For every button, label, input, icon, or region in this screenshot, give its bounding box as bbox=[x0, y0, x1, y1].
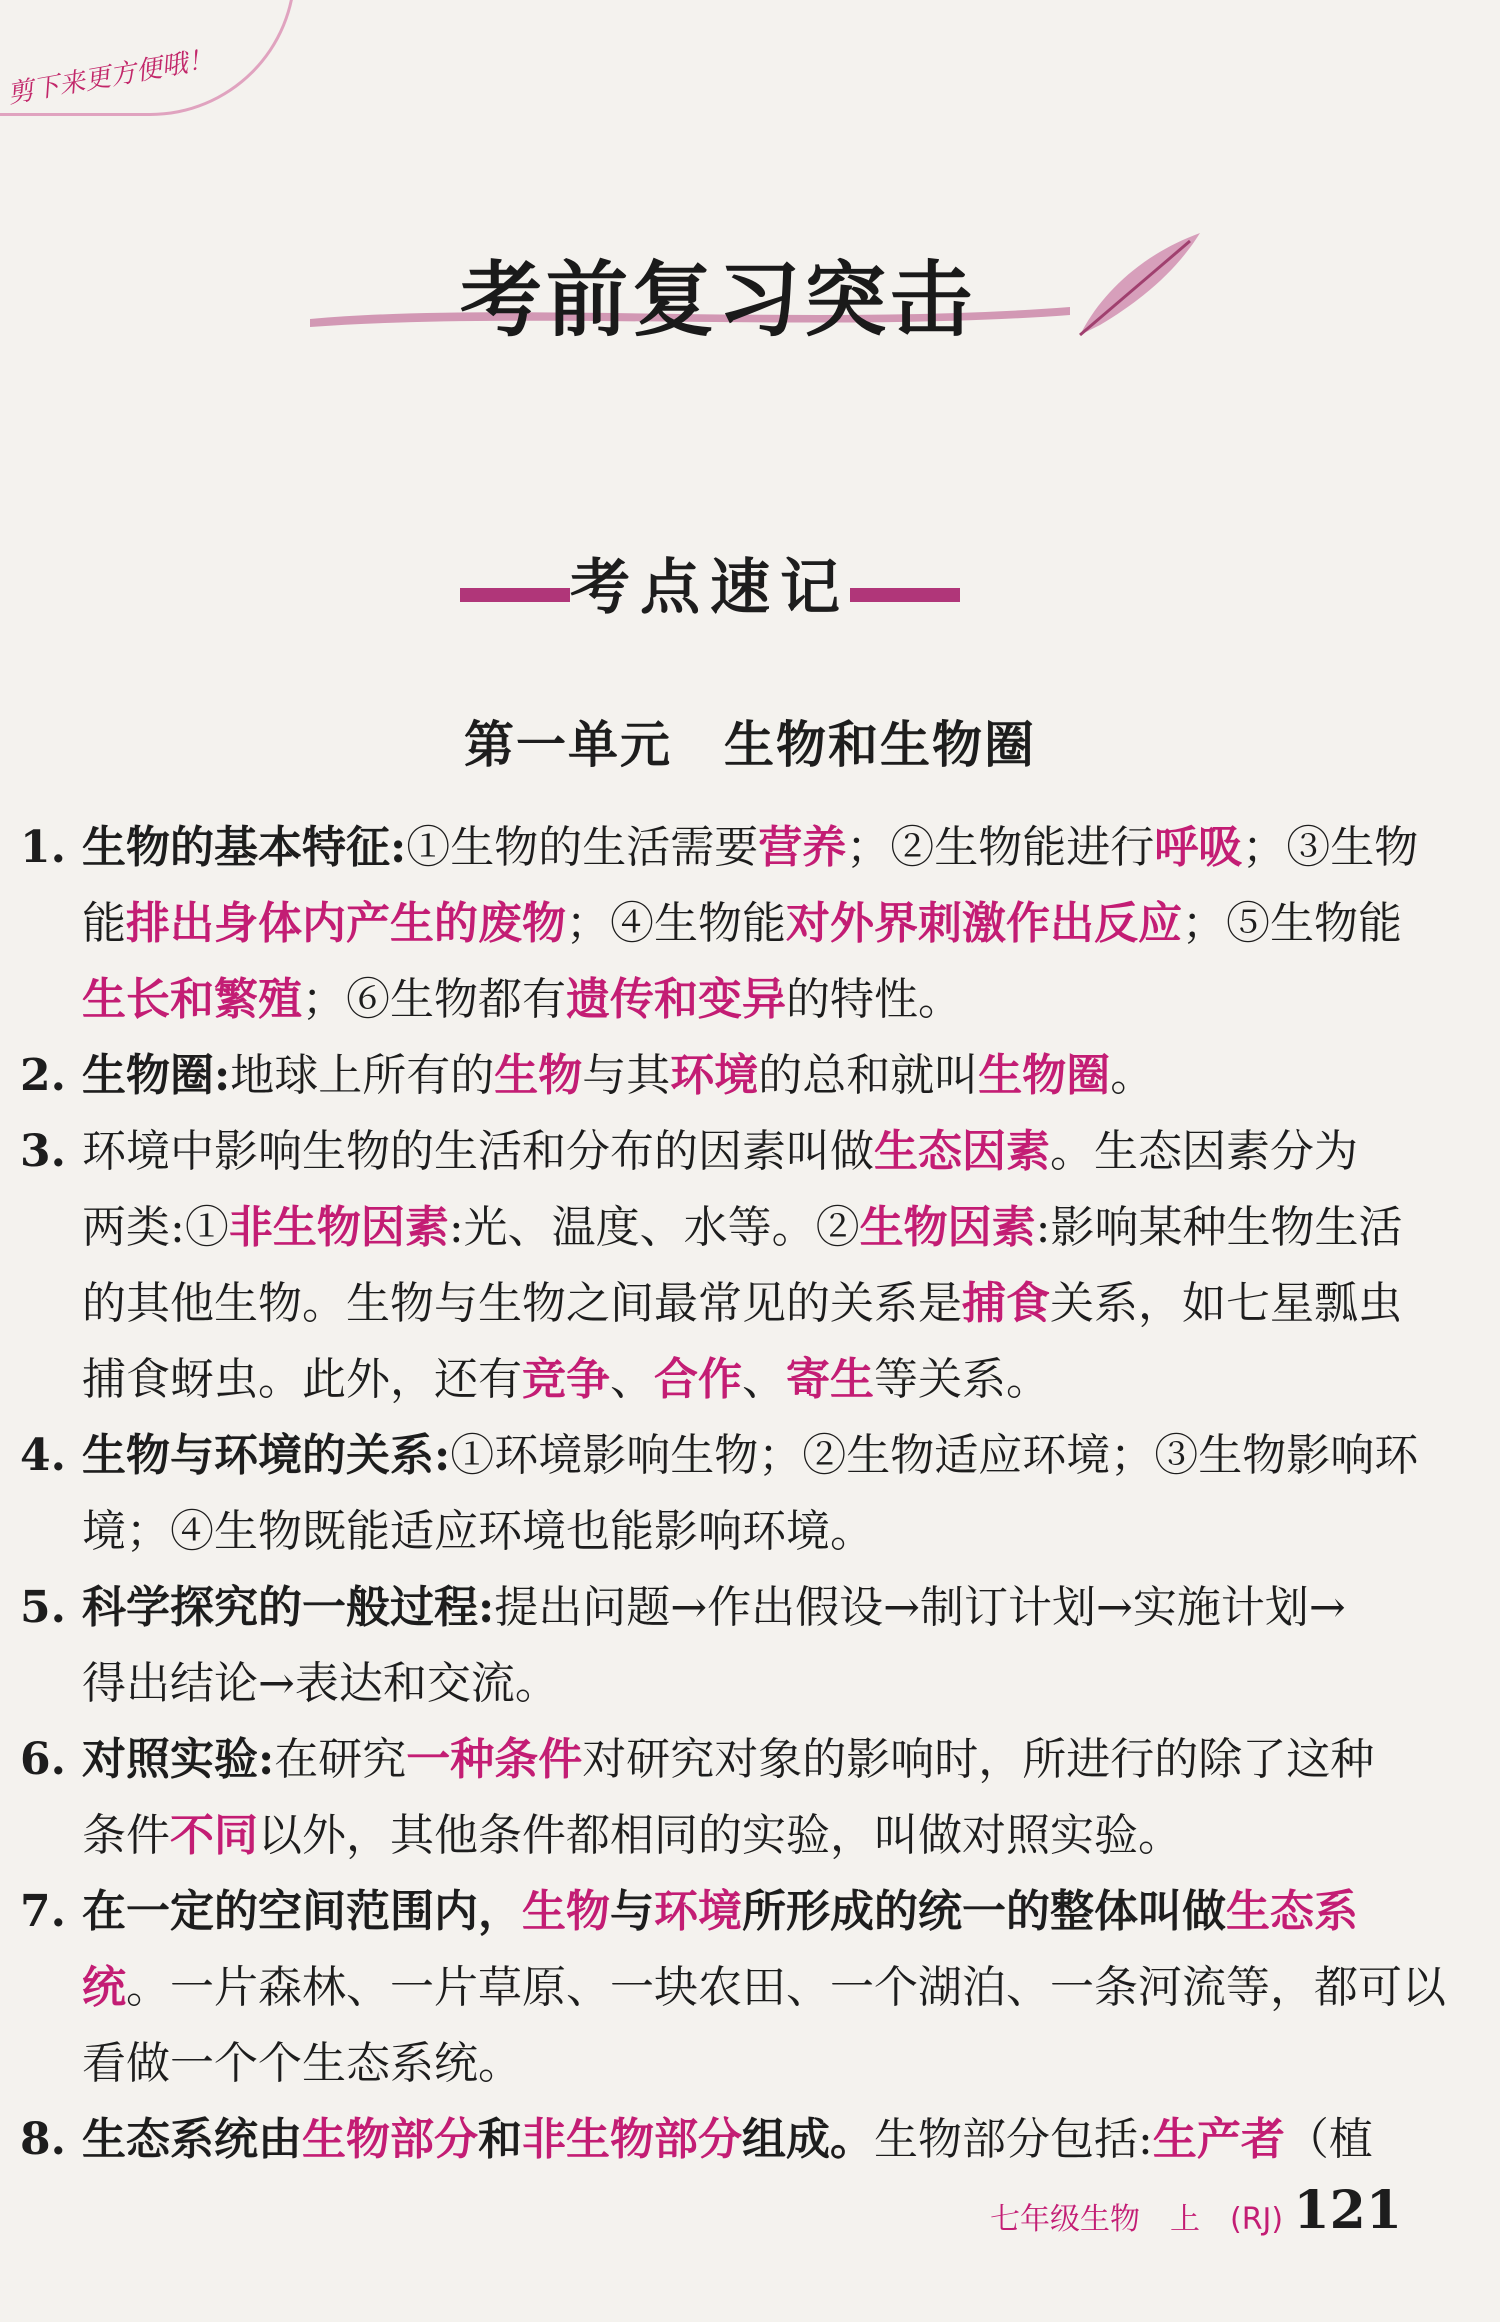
highlighted-term: 生产者 bbox=[1152, 2114, 1285, 2165]
highlighted-term: 竞争 bbox=[522, 1354, 610, 1405]
key-point-item bbox=[20, 1038, 1400, 1114]
highlighted-term: 环境 bbox=[654, 1886, 742, 1937]
text-segment: 组成。 bbox=[742, 2114, 874, 2165]
key-point-line bbox=[20, 1190, 1403, 1266]
text-segment: 看做一个个生态系统。 bbox=[82, 2038, 522, 2089]
text-segment: 生物与环境的关系: bbox=[82, 1430, 451, 1481]
key-point-item bbox=[20, 1570, 1400, 1722]
key-point-item bbox=[20, 1722, 1400, 1874]
highlighted-term: 排出身体内产生的废物 bbox=[126, 898, 566, 949]
key-point-line bbox=[20, 1494, 1400, 1570]
highlighted-term: 不同 bbox=[170, 1810, 258, 1861]
page-number: 121 bbox=[1293, 2180, 1402, 2241]
highlighted-term: 寄生 bbox=[786, 1354, 874, 1405]
text-segment: 与 bbox=[610, 1886, 654, 1937]
text-segment: 生物部分包括: bbox=[874, 2114, 1153, 2165]
highlighted-term: 生物因素 bbox=[859, 1202, 1036, 1253]
title-banner bbox=[300, 225, 1200, 355]
item-number: 1. bbox=[20, 822, 66, 873]
key-point-line bbox=[20, 1266, 1400, 1342]
text-segment: 等关系。 bbox=[874, 1354, 1050, 1405]
key-point-line bbox=[20, 810, 1419, 886]
text-segment: （植 bbox=[1284, 2114, 1373, 2165]
text-segment: 的特性。 bbox=[786, 974, 962, 1025]
text-segment: ；⑥生物都有 bbox=[302, 974, 566, 1025]
key-point-line bbox=[20, 2102, 1400, 2178]
highlighted-term: 生物 bbox=[522, 1886, 610, 1937]
text-segment: 。一片森林、一片草原、一块农田、一个湖泊、一条河流等，都可以 bbox=[126, 1962, 1446, 2013]
text-segment: 得出结论→表达和交流。 bbox=[82, 1658, 559, 1709]
text-segment: :光、温度、水等。② bbox=[448, 1202, 860, 1253]
text-segment: ；②生物能进行 bbox=[846, 822, 1155, 873]
highlighted-term: 遗传和变异 bbox=[566, 974, 786, 1025]
highlighted-term: 呼吸 bbox=[1154, 822, 1243, 873]
heading-bar-right bbox=[850, 588, 960, 602]
section-heading bbox=[460, 540, 960, 623]
key-point-line bbox=[20, 1722, 1400, 1798]
heading-bar-left bbox=[460, 588, 570, 602]
highlighted-term: 营养 bbox=[758, 822, 847, 873]
text-segment: 、 bbox=[742, 1354, 786, 1405]
key-point-item bbox=[20, 810, 1419, 1038]
item-number: 8. bbox=[20, 2114, 66, 2165]
text-segment: ；⑤生物能 bbox=[1182, 898, 1402, 949]
highlighted-term: 生长和繁殖 bbox=[82, 974, 302, 1025]
text-segment: ①环境影响生物；②生物适应环境；③生物影响环 bbox=[450, 1430, 1419, 1481]
key-point-item bbox=[20, 2102, 1400, 2178]
text-segment: 和 bbox=[478, 2114, 522, 2165]
highlighted-term: 非生物因素 bbox=[228, 1202, 449, 1253]
highlighted-term: 统 bbox=[82, 1962, 126, 2013]
highlighted-term: 一种条件 bbox=[406, 1734, 583, 1785]
text-segment: 与其 bbox=[582, 1050, 671, 1101]
page-title: 考前复习突击 bbox=[460, 252, 977, 348]
text-segment: :影响某种生物生活 bbox=[1035, 1202, 1403, 1253]
highlighted-term: 生态因素 bbox=[874, 1126, 1050, 1177]
text-segment: 。 bbox=[1110, 1050, 1155, 1101]
section-title: 考点速记 bbox=[570, 553, 850, 623]
key-point-line bbox=[20, 1646, 1400, 1722]
text-segment: 生物圈: bbox=[82, 1050, 231, 1101]
text-segment: 所形成的统一的整体叫做 bbox=[742, 1886, 1226, 1937]
text-segment: 提出问题→作出假设→制订计划→实施计划→ bbox=[494, 1582, 1346, 1633]
key-point-line bbox=[20, 1418, 1419, 1494]
highlighted-term: 生态系 bbox=[1226, 1886, 1358, 1937]
key-point-line bbox=[20, 1038, 1400, 1114]
item-number: 7. bbox=[20, 1886, 66, 1937]
highlighted-term: 非生物部分 bbox=[522, 2114, 742, 2165]
feather-icon bbox=[1060, 225, 1210, 345]
key-point-line bbox=[20, 886, 1400, 962]
corner-note: 剪下来更方便哦！ bbox=[5, 44, 216, 110]
text-segment: 对照实验: bbox=[82, 1734, 275, 1785]
key-point-line bbox=[20, 1342, 1400, 1418]
key-point-line bbox=[20, 1798, 1400, 1874]
highlighted-term: 环境 bbox=[670, 1050, 759, 1101]
text-segment: 对研究对象的影响时，所进行的除了这种 bbox=[582, 1734, 1375, 1785]
footer-label: 七年级生物 上 (RJ) bbox=[990, 2202, 1284, 2237]
key-point-line bbox=[20, 962, 1400, 1038]
unit-title: 第一单元 生物和生物圈 bbox=[464, 716, 1036, 774]
text-segment: 地球上所有的 bbox=[230, 1050, 495, 1101]
key-point-line bbox=[20, 1874, 1400, 1950]
highlighted-term: 合作 bbox=[654, 1354, 742, 1405]
text-segment: 以外，其他条件都相同的实验，叫做对照实验。 bbox=[258, 1810, 1182, 1861]
item-number: 5. bbox=[20, 1582, 66, 1633]
key-point-line bbox=[20, 1114, 1400, 1190]
text-segment: 境；④生物既能适应环境也能影响环境。 bbox=[82, 1506, 874, 1557]
text-segment: 环境中影响生物的生活和分布的因素叫做 bbox=[82, 1126, 874, 1177]
key-point-item bbox=[20, 1874, 1446, 2102]
text-segment: 科学探究的一般过程: bbox=[82, 1582, 495, 1633]
text-segment: 两类:① bbox=[82, 1202, 229, 1253]
highlighted-term: 生物部分 bbox=[302, 2114, 478, 2165]
text-segment: 关系，如七星瓢虫 bbox=[1050, 1278, 1402, 1329]
text-segment: 捕食蚜虫。此外，还有 bbox=[82, 1354, 522, 1405]
text-segment: 在研究 bbox=[274, 1734, 407, 1785]
page-footer bbox=[990, 2180, 1470, 2240]
key-points-list bbox=[20, 810, 1446, 2178]
highlighted-term: 捕食 bbox=[962, 1278, 1050, 1329]
key-point-line bbox=[20, 1950, 1446, 2026]
item-number: 4. bbox=[20, 1430, 66, 1481]
key-point-item bbox=[20, 1418, 1419, 1570]
text-segment: ；④生物能 bbox=[566, 898, 786, 949]
highlighted-term: 生物圈 bbox=[978, 1050, 1111, 1101]
text-segment: 、 bbox=[610, 1354, 654, 1405]
text-segment: 在一定的空间范围内， bbox=[82, 1886, 522, 1937]
text-segment: ①生物的生活需要 bbox=[406, 822, 759, 873]
text-segment: 生物的基本特征: bbox=[82, 822, 407, 873]
text-segment: 的总和就叫 bbox=[758, 1050, 979, 1101]
highlighted-term: 生物 bbox=[494, 1050, 583, 1101]
text-segment: 条件 bbox=[82, 1810, 170, 1861]
text-segment: ；③生物 bbox=[1242, 822, 1419, 873]
text-segment: 生态系统由 bbox=[82, 2114, 302, 2165]
key-point-line bbox=[20, 1570, 1400, 1646]
item-number: 2. bbox=[20, 1050, 66, 1101]
text-segment: 能 bbox=[82, 898, 126, 949]
key-point-line bbox=[20, 2026, 1400, 2102]
text-segment: 的其他生物。生物与生物之间最常见的关系是 bbox=[82, 1278, 962, 1329]
key-point-item bbox=[20, 1114, 1403, 1418]
highlighted-term: 对外界刺激作出反应 bbox=[786, 898, 1182, 949]
text-segment: 。生态因素分为 bbox=[1050, 1126, 1358, 1177]
item-number: 6. bbox=[20, 1734, 66, 1785]
item-number: 3. bbox=[20, 1126, 66, 1177]
